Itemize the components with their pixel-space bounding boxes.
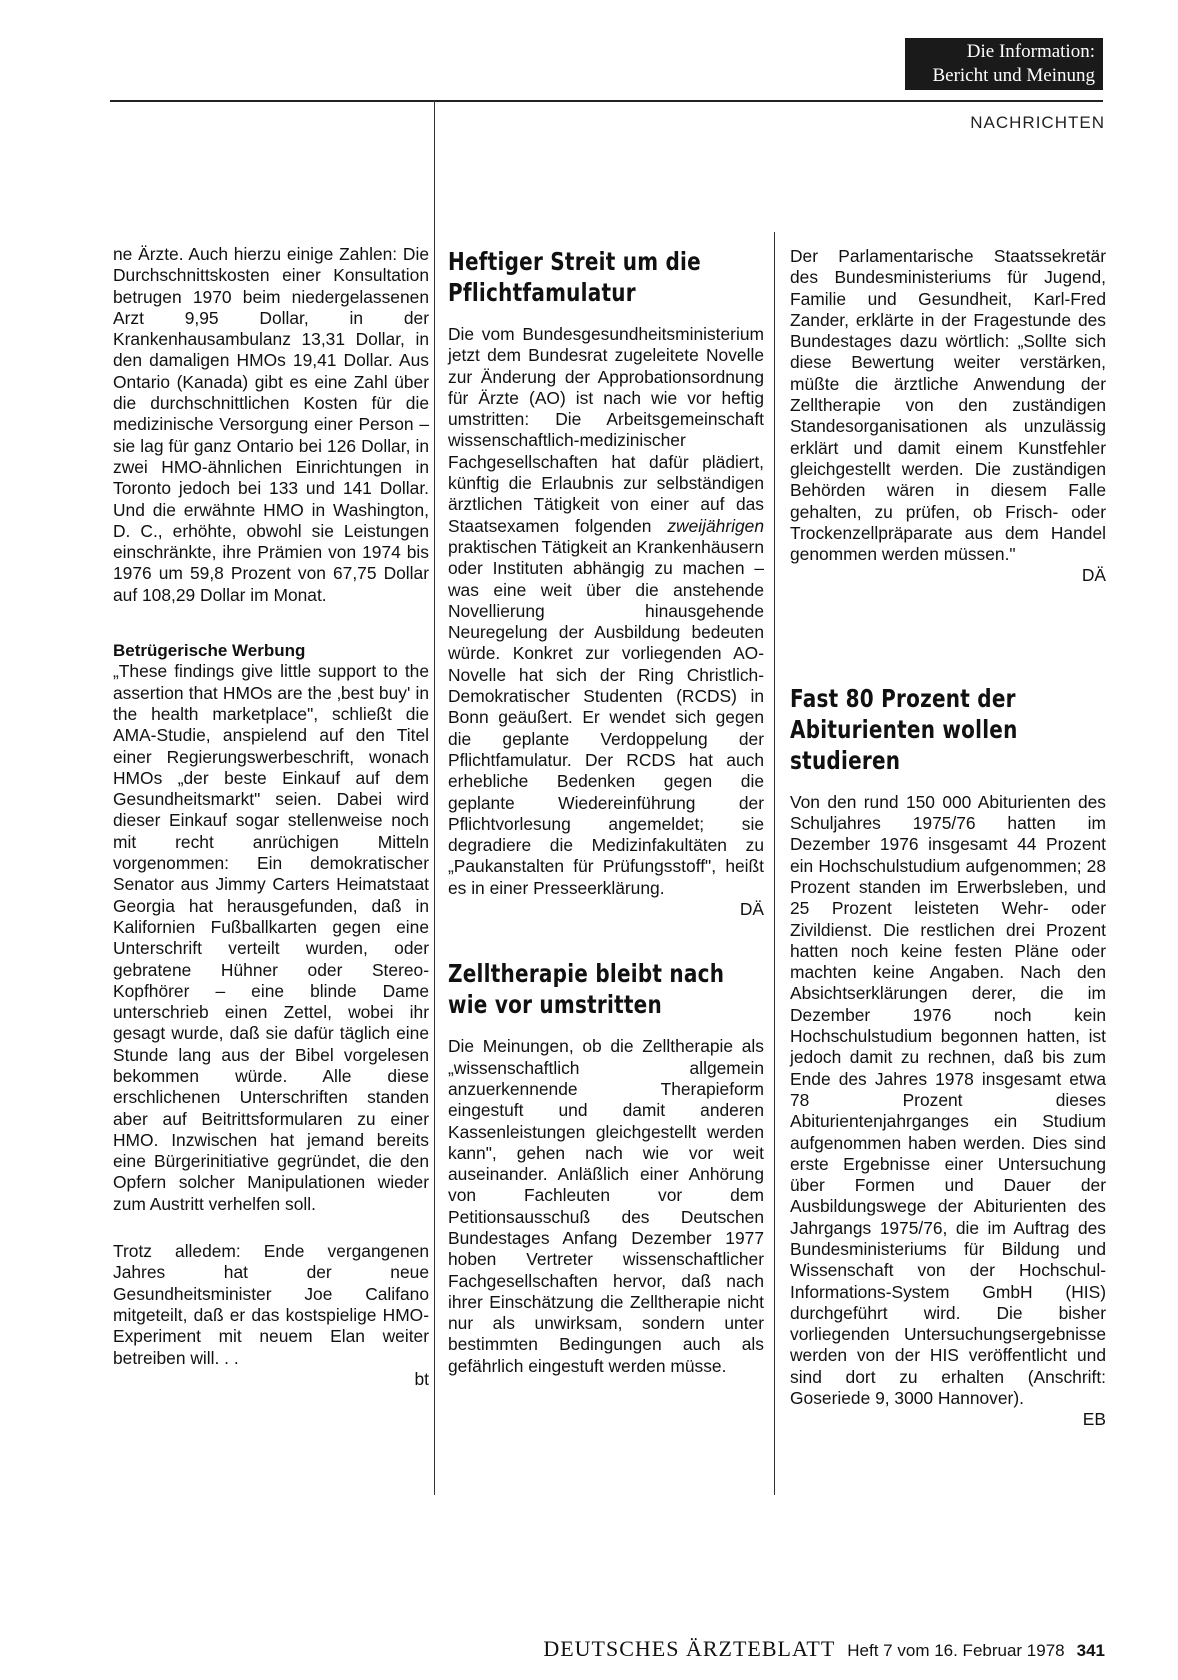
col2-signature-1: DÄ <box>739 899 764 920</box>
section-badge <box>905 38 1103 90</box>
col2-paragraph-1b: praktischen Tätigkeit an Krankenhäusern oder Instituten abhängig zu machen – was eine weit über die anstehende Novellierung hinausgehende Neuregelung der Ausbildung bedeuten würde. Konkret zur vorliegenden AO-Novelle hat sich der Ring Christlich-Demokratischer Studenten (RCDS) in Bonn geäußert. Er wendet sich gegen die geplante Verdoppelung der Pflichtfamulatur. Der RCDS hat auch erhebliche Bedenken gegen die geplante Wiedereinführung der Pflichtvorlesung angemeldet; sie degradiere die Medizinfakultäten zu „Paukanstalten für Prüfungsstoff", heißt es in einer Presseerklärung. <box>448 536 764 898</box>
col1-subhead: Betrügerische Werbung <box>113 641 306 661</box>
col3-paragraph-2-text: Von den rund 150 000 Abiturienten des Schuljahres 1975/76 hatten im Dezember 1976 insgesamt 44 Prozent ein Hochschulstudium aufgenommen; 28 Prozent standen im Erwerbsleben, und 25 Prozent leisteten Wehr- oder Zivildienst. Die restlichen drei Prozent hatten noch keine festen Pläne oder machten keine Angaben. Nach den Absichtserklärungen derer, die im Dezember 1976 noch kein Hochschulstudium begonnen hatten, ist jedoch damit zu rechnen, daß bis zum Ende des Jahres 1978 insgesamt etwa 78 Prozent dieses Abiturientenjahrganges ein Studium aufgenommen haben werden. Dies sind erste Ergebnisse einer Untersuchung über Formen und Dauer der Ausbildungswege der Abiturienten des Jahrgangs 1975/76, die im Auftrag des Bundesministeriums für Bildung und Wissenschaft von der Hochschul-Informations-System GmbH (HIS) durchgeführt wird. Die bisher vorliegenden Untersuchungsergebnisse werden von der HIS veröffentlicht und sind dort zu erhalten (Anschrift: Goseriede 9, 3000 Hannover). <box>790 791 1106 1409</box>
column-2 <box>448 246 764 1377</box>
col1-paragraph-1: ne Ärzte. Auch hierzu einige Zahlen: Die Durchschnittskosten einer Konsultation betrugen 1970 beim niedergelassenen Arzt 9,95 Dollar, in der Krankenhausambulanz 13,31 Dollar, in den damaligen HMOs 19,41 Dollar. Aus Ontario (Kanada) gibt es eine Zahl über die durchschnittlichen Kosten für die medizinische Versorgung einer Person – sie lag für ganz Ontario bei 126 Dollar, in zwei HMO-ähnlichen Einrichtungen in Toronto jedoch bei 133 und 141 Dollar. Und die erwähnte HMO in Washington, D. C., erhöhte, obwohl sie Leistungen einschränkte, ihre Prämien von 1974 bis 1976 um 59,8 Prozent von 67,75 Dollar auf 108,29 Dollar im Monat. <box>113 244 429 605</box>
col1-paragraph-3-text: Trotz alledem: Ende vergangenen Jahres hat der neue Gesundheitsminister Joe Califano mitgeteilt, daß er das kostspielige HMO-Experiment mit neuem Elan weiter betreiben will. . . <box>113 1241 429 1368</box>
column-divider-2 <box>774 232 775 1495</box>
badge-line-2: Bericht und Meinung <box>932 65 1095 86</box>
col1-paragraph-2: „These findings give little support to the assertion that HMOs are the ‚best buy' in the health marketplace", schließt die AMA-Studie, anspielend auf den Titel einer Regierungswerbeschrift, wonach HMOs „der beste Einkauf auf dem Gesundheitsmarkt" seien. Dabei wird dieser Einkauf sogar stellenweise noch mit recht anrüchigen Mitteln vorgenommen: Ein demokratischer Senator aus Jimmy Carters Heimatstaat Georgia hat herausgefunden, daß in Kalifornien Fußballkarten gegen eine Unterschrift verteilt wurden, oder gebratene Hühner oder Stereo-Kopfhörer – eine blinde Dame unterschrieb einen Zettel, wobei ihr gesagt wurde, daß sie dafür täglich eine Stunde lang aus der Bibel vorgelesen bekommen würde. Alle diese erschlichenen Unterschriften standen aber auf Beitrittsformularen zu einer HMO. Inzwischen hat jemand bereits eine Bürgerinitiative gegründet, die den Opfern solcher Manipulationen wieder zum Austritt verhelfen soll. <box>113 661 429 1214</box>
issue-info: Heft 7 vom 16. Februar 1978 <box>847 1641 1065 1660</box>
headline-zelltherapie: Zelltherapie bleibt nach wie vor umstritten <box>448 959 725 1020</box>
col2-paragraph-1a: Die vom Bundesgesundheitsministerium jetzt dem Bundesrat zugeleitete Novelle zur Änderung der Approbationsordnung für Ärzte (AO) ist nach wie vor heftig umstritten: Die Arbeitsgemeinschaft wissenschaftlich-medizinischer Fachgesellschaften hat dafür plädiert, künftig die Erlaubnis zur selbständigen ärztlichen Tätigkeit von einer auf das Staatsexamen folgenden <box>448 324 764 536</box>
header-rule <box>110 100 1103 102</box>
col2-emphasis: zweijährigen <box>667 515 764 536</box>
col3-signature-2: EB <box>1082 1409 1106 1430</box>
headline-abiturienten: Fast 80 Prozent der Abiturienten wollen studieren <box>790 683 1018 775</box>
column-1 <box>113 244 429 1390</box>
column-divider-1 <box>434 100 435 1495</box>
col3-paragraph-2 <box>790 792 1106 1431</box>
badge-line-1: Die Information: <box>966 41 1095 62</box>
col3-paragraph-1 <box>790 246 1106 587</box>
column-3 <box>790 246 1106 1431</box>
col2-paragraph-2: Die Meinungen, ob die Zelltherapie als „wissenschaftlich allgemein anzuerkennende Therapieform eingestuft und damit anderen Kassenleistungen gleichgestellt werden kann", gehen nach wie vor weit auseinander. Anläßlich einer Anhörung von Fachleuten vor dem Petitionsausschuß des Deutschen Bundestages Anfang Dezember 1977 hoben Vertreter wissenschaftlicher Fachgesellschaften hervor, daß nach ihrer Einschätzung die Zelltherapie nicht nur als unwirksam, sondern unter bestimmten Bedingungen auch als gefährlich eingestuft werden müsse. <box>448 1036 764 1376</box>
section-label: NACHRICHTEN <box>970 113 1105 132</box>
headline-pflichtfamulatur: Heftiger Streit um die Pflichtfamulatur <box>448 247 701 307</box>
page-number: 341 <box>1076 1641 1105 1660</box>
page-footer <box>465 1636 1105 1662</box>
masthead: DEUTSCHES ÄRZTEBLATT <box>543 1636 836 1661</box>
col1-paragraph-3 <box>113 1241 429 1390</box>
col1-signature: bt <box>414 1368 429 1389</box>
col3-paragraph-1-text: Der Parlamentarische Staatssekretär des Bundesministeriums für Jugend, Familie und Gesundheit, Karl-Fred Zander, erklärte in der Fragestunde des Bundestages dazu wörtlich: „Sollte sich diese Bewertung weiter verstärken, müßte die ärztliche Anwendung der Zelltherapie von den zuständigen Standesorganisationen als unzulässig erklärt und damit einem Kunstfehler gleichgestellt werden. Die zuständigen Behörden wären in diesem Falle gehalten, zu prüfen, ob Frisch- oder Trockenzellpräparate aus dem Handel genommen werden müssen." <box>790 246 1106 565</box>
col2-paragraph-1 <box>448 324 764 920</box>
col3-signature-1: DÄ <box>1081 565 1106 586</box>
